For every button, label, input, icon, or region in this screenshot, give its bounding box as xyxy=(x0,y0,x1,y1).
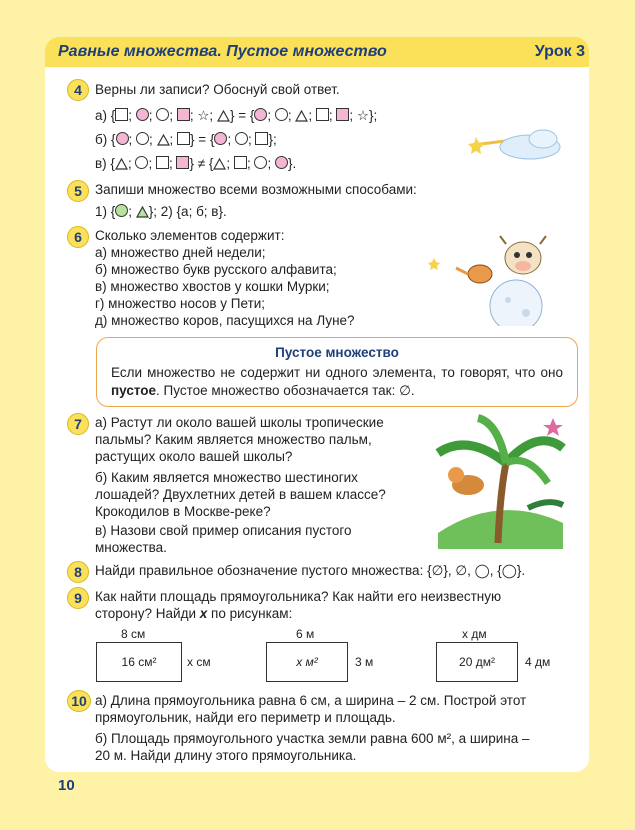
rect1: 16 см² xyxy=(96,642,182,682)
page-title: Равные множества. Пустое множество xyxy=(58,43,387,60)
task6-item-v: в) множество хвостов у кошки Мурки; xyxy=(95,279,330,294)
info-box-title: Пустое множество xyxy=(275,345,399,360)
rect1-side-label: x см xyxy=(187,655,211,669)
task10-b2: 20 м. Найди длину этого прямоугольника. xyxy=(95,748,357,763)
rect3: 20 дм² xyxy=(436,642,518,682)
task-number-10: 10 xyxy=(67,690,91,712)
task6-item-g: г) множество носов у Пети; xyxy=(95,296,266,311)
task-number-9: 9 xyxy=(67,587,89,609)
palm-island-illustration xyxy=(428,413,568,549)
task9-line1: Как найти площадь прямоугольника? Как найти его неизвестную xyxy=(95,589,502,604)
task5-items: 1) { ; }; 2) {а; б; в}. xyxy=(95,204,227,219)
task7-line: б) Каким является множество шестиногих xyxy=(95,470,358,485)
task4-row-v: в) { ; ; ; } ≠ { ; ; ; }. xyxy=(95,156,297,171)
task6-item-d: д) множество коров, пасущихся на Луне? xyxy=(95,313,355,328)
task7-line: в) Назови свой пример описания пустого xyxy=(95,523,352,538)
task6-item-b: б) множество букв русского алфавита; xyxy=(95,262,337,277)
task7-line: Крокодилов в Москве-реке? xyxy=(95,504,271,519)
task4-row-a: а) { ; ; ; ; ☆; } = { ; ; ; ; ; ☆}; xyxy=(95,108,378,123)
task-number-4: 4 xyxy=(67,79,89,101)
rect3-side-label: 4 дм xyxy=(525,655,551,669)
cloud-star-illustration xyxy=(468,125,573,165)
task6-item-a: а) множество дней недели; xyxy=(95,245,266,260)
task5-question: Запиши множество всеми возможными способами: xyxy=(95,182,417,197)
rect1-top-label: 8 см xyxy=(121,627,146,641)
task9-line2: сторону? Найди x по рисункам: xyxy=(95,606,293,621)
task7-line: лошадей? Двухлетних детей в вашем классе? xyxy=(95,487,386,502)
rect3-top-label: x дм xyxy=(462,627,487,641)
task10-a2: прямоугольник, найди его периметр и площадь. xyxy=(95,710,396,725)
task-number-6: 6 xyxy=(67,226,89,248)
task7-line: а) Растут ли около вашей школы тропические xyxy=(95,415,384,430)
page-number: 10 xyxy=(58,777,75,794)
task10-a1: а) Длина прямоугольника равна 6 см, а ширина – 2 см. Построй этот xyxy=(95,693,527,708)
task10-b1: б) Площадь прямоугольного участка земли равна 600 м², а ширина – xyxy=(95,731,530,746)
info-box-empty-set xyxy=(96,337,578,407)
task4-question: Верны ли записи? Обоснуй свой ответ. xyxy=(95,82,340,97)
task6-question: Сколько элементов содержит: xyxy=(95,228,285,243)
task7-line: множества. xyxy=(95,540,167,555)
task-number-5: 5 xyxy=(67,180,89,202)
task-number-7: 7 xyxy=(67,413,89,435)
task7-line: пальмы? Каким является множество пальм, xyxy=(95,432,372,447)
task7-line: растущих около вашей школы? xyxy=(95,449,293,464)
rect2-side-label: 3 м xyxy=(355,655,374,669)
task4-row-b: б) { ; ; ; } = { ; ; }; xyxy=(95,132,277,147)
info-box-text: Если множество не содержит ни одного элемента, то говорят, что оно пустое. Пустое множество обозначается так: ∅. xyxy=(111,365,563,398)
rect2-top-label: 6 м xyxy=(296,627,315,641)
rect2: x м² xyxy=(266,642,348,682)
task-number-8: 8 xyxy=(67,561,89,583)
task8-text: Найди правильное обозначение пустого множества: {∅}, ∅, ◯, {◯}. xyxy=(95,563,526,578)
cow-cat-moon-illustration xyxy=(428,228,568,326)
lesson-label: Урок 3 xyxy=(534,43,585,60)
